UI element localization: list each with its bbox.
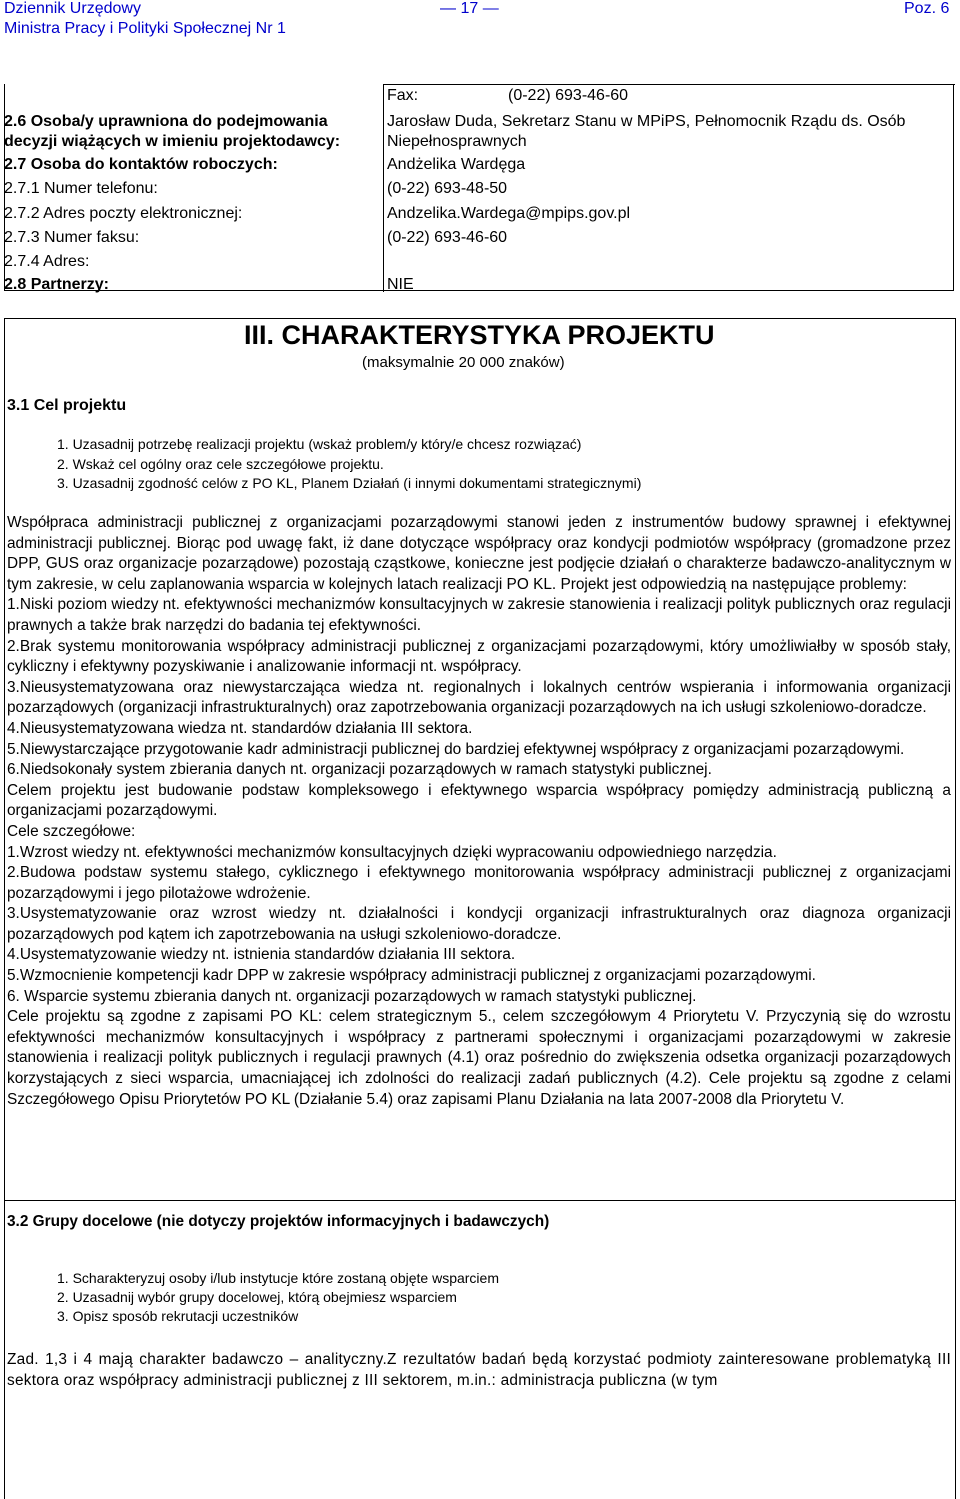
fax-label: Fax: [387, 87, 419, 104]
paragraph: 5.Wzmocnienie kompetencji kadr DPP w zakresie współpracy administracji publicznej z organizacjami pozarządowymi. [7, 967, 816, 985]
paragraph: Cele szczegółowe: [7, 822, 136, 840]
instruction-2: 2. Wskaż cel ogólny oraz cele szczegółowe projektu. [57, 456, 384, 472]
paragraph: 5.Niewystarczające przygotowanie kadr administracji publicznej do bardziej efektywnej współpracy z organizacjami pozarządowymi. [7, 740, 905, 758]
row-value-2-7-1: (0-22) 693-48-50 [387, 180, 508, 197]
row-label-2-7-1: 2.7.1 Numer telefonu: [4, 180, 158, 197]
paragraph: Cele projektu są zgodne z zapisami PO KL: celem strategicznym 5., celem szczegółowym 4 Priorytetu V. Przyczynią się do wzrostu efektywności mechanizmów konsultacyjnych i współpracy z partnerami społecznymi i organizacjami pozarządowymi w zakresie stanowienia i realizacji polityk publicznych i regulacji prawnych (4.1) oraz pośrednio do zwiększenia odsetka organizacji pozarządowych korzystających z sieci wsparcia, umacniającej ich zdolności do realizacji zadań publicznych (4.2). Cele projektu są zgodne z celami Szczegółowego Opisu Priorytetów PO KL (Działanie 5.4) oraz zapisami Planu Działania na lata 2007-2008 dla Priorytetu V. [7, 1008, 951, 1108]
paragraph: 3.Nieusystematyzowana oraz niewystarczająca wiedza nt. regionalnych i lokalnych centrów wspierania i informowania organizacji pozarządowych (organizacji infrastrukturalnych) oraz zapotrzebowania organizacji pozarządowych na ich usługi szkoleniowo-doradcze. [7, 678, 951, 717]
paragraph: 1.Niski poziom wiedzy nt. efektywności mechanizmów konsultacyjnych w zakresie stanowienia i realizacji polityk publicznych oraz regulacji prawnych a także brak narzędzi do badania tej efektywności. [7, 596, 951, 634]
row-value-2-7-2: Andzelika.Wardega@mpips.gov.pl [387, 205, 631, 222]
row-value-2-7: Andżelika Wardęga [387, 156, 526, 173]
row-label-2-7-3: 2.7.3 Numer faksu: [4, 229, 140, 246]
page-number: — 17 — [440, 0, 499, 17]
instruction-3-2-2: 2. Uzasadnij wybór grupy docelowej, którą obejmiesz wsparciem [57, 1289, 457, 1305]
paragraph: 2.Brak systemu monitorowania współpracy administracji publicznej z organizacjami pozarządowymi, który umożliwiałby w sposób stały, cykliczny i efektywny pozyskiwanie i analizowanie informacji nt. współpracy. [7, 637, 951, 676]
row-value-2-6: Jarosław Duda, Sekretarz Stanu w MPiPS, Pełnomocnik Rządu ds. Osób [387, 113, 906, 130]
paragraph: 3.Usystematyzowanie oraz wzrost wiedzy nt. działalności i kondycji organizacji infrastrukturalnych oraz diagnoza organizacji pozarządowych pod kątem ich zapotrzebowania na usługi szkoleniowo-doradcze. [7, 905, 951, 943]
cel-projektu-text [7, 513, 951, 1110]
paragraph: 4.Usystematyzowanie wiedzy nt. istnienia standardów działania III sektora. [7, 946, 516, 964]
grupy-docelowe-text: Zad. 1,3 i 4 mają charakter badawczo – analityczny.Z rezultatów badań będą korzystać podmioty zainteresowane problematyką III sektora oraz współpracy administracji publicznej z III sektorem, m.in.: administracja publiczna (w tym [7, 1351, 951, 1389]
paragraph: 4.Nieusystematyzowana wiedza nt. standardów działania III sektora. [7, 719, 473, 737]
instruction-3-2-1: 1. Scharakteryzuj osoby i/lub instytucje które zostaną objęte wsparciem [57, 1270, 499, 1286]
fax-value: (0-22) 693-46-60 [508, 87, 629, 104]
position-label: Poz. 6 [904, 0, 950, 17]
paragraph: 6. Wsparcie systemu zbierania danych nt. organizacji pozarządowych w ramach statystyki publicznej. [7, 987, 697, 1005]
row-value-2-6-cont: Niepełnosprawnych [387, 133, 527, 150]
row-label-2-7: 2.7 Osoba do kontaktów roboczych: [4, 156, 278, 173]
row-label-2-7-2: 2.7.2 Adres poczty elektronicznej: [4, 205, 243, 222]
ministry-name: Ministra Pracy i Polityki Społecznej Nr 1 [4, 20, 286, 37]
journal-title: Dziennik Urzędowy [4, 0, 141, 17]
instruction-3: 3. Uzasadnij zgodność celów z PO KL, Planem Działań (i innymi dokumentami strategicznymi) [57, 475, 642, 491]
row-value-2-8: NIE [387, 276, 414, 293]
row-label-2-8: 2.8 Partnerzy: [4, 276, 109, 293]
row-label-2-7-4: 2.7.4 Adres: [4, 253, 90, 270]
paragraph: 6.Niedsokonały system zbierania danych nt. organizacji pozarządowych w ramach statystyki publicznej. [7, 761, 712, 779]
paragraph: Współpraca administracji publicznej z organizacjami pozarządowymi stanowi jeden z instrumentów budowy sprawnej i efektywnej administracji publicznej. Biorąc pod uwagę fakt, iż dane dotyczące współpracy oraz kondycji podmiotów współpracy (gromadzone przez DPP, GUS oraz organizacje pozarządowe) pozostają cząstkowe, konieczne jest podjęcie działań o charakterze badawczo-analitycznym w tym zakresie, w celu zaplanowania wsparcia w kolejnych latach realizacji PO KL. Projekt jest odpowiedzią na następujące problemy: [7, 514, 951, 593]
cel-projektu-label: 3.1 Cel projektu [7, 397, 127, 414]
instruction-1: 1. Uzasadnij potrzebę realizacji projektu (wskaż problem/y który/e chcesz rozwiązać) [57, 436, 582, 452]
row-label-2-6: 2.6 Osoba/y uprawniona do podejmowania [4, 113, 328, 130]
row-value-2-7-3: (0-22) 693-46-60 [387, 229, 508, 246]
contact-table [4, 84, 954, 292]
row-label-2-6-cont: decyzji wiążących w imieniu projektodawcy: [4, 133, 341, 150]
paragraph: 1.Wzrost wiedzy nt. efektywności mechanizmów konsultacyjnych dzięki wypracowaniu odpowiedniego narzędzia. [7, 843, 777, 861]
paragraph: Celem projektu jest budowanie podstaw kompleksowego i efektywnego wsparcia współpracy pomiędzy administracją publiczną a organizacjami pozarządowymi. [7, 781, 951, 820]
section-title: III. CHARAKTERYSTYKA PROJEKTU [244, 320, 715, 350]
instruction-3-2-3: 3. Opisz sposób rekrutacji uczestników [57, 1308, 299, 1324]
paragraph: 2.Budowa podstaw systemu stałego, cyklicznego i efektywnego monitorowania współpracy administracji publicznej z organizacjami pozarządowymi i jego pilotażowe wdrożenie. [7, 864, 951, 902]
section-3-2-title: 3.2 Grupy docelowe (nie dotyczy projektów informacyjnych i badawczych) [7, 1213, 550, 1230]
section-subtitle: (maksymalnie 20 000 znaków) [362, 354, 565, 371]
